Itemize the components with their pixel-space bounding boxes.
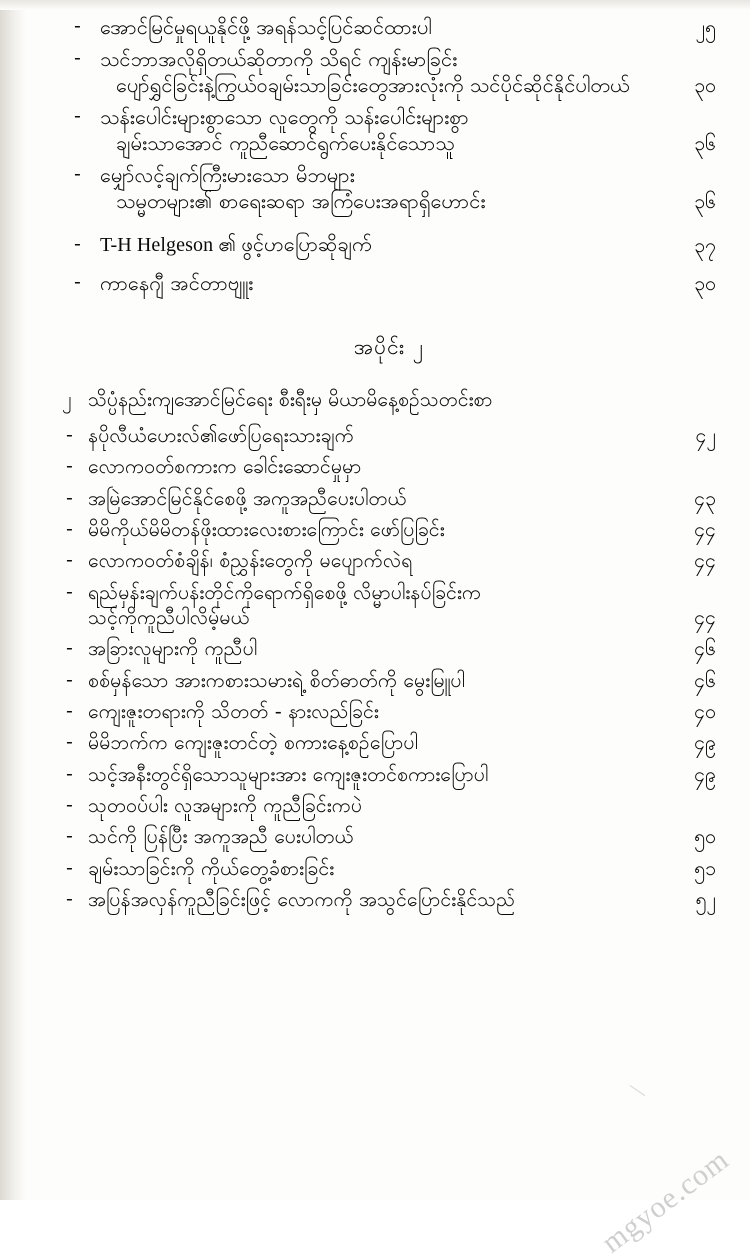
bullet-dash: - (66, 518, 73, 541)
toc-entry-label: ချမ်းသာခြင်းကို ကိုယ်တွေ့ခံစားခြင်း (88, 856, 335, 880)
toc-entry[interactable] (62, 454, 716, 479)
toc-entry-line2: သင့်ကိုကူညီပါလိမ့်မယ် (88, 606, 250, 630)
chapter-entry[interactable] (62, 387, 716, 416)
toc-entry-label: အခြားလူများကို ကူညီပါ (88, 637, 258, 661)
toc-entry-label (100, 46, 670, 98)
bullet-dash: - (66, 668, 73, 691)
toc-group-upper (62, 14, 716, 296)
bullet-dash: - (66, 762, 73, 785)
toc-entry-label: သင်ကို ပြန်ပြီး အကူအညီ ပေးပါတယ် (88, 825, 354, 849)
toc-entry-line1: သင်ဘာအလိုရှိတယ်ဆိုတာကို သိရင် ကျန်းမာခြင်း (100, 47, 458, 71)
toc-page-number: ၅၂ (695, 888, 716, 912)
toc-page-number: ၄၃ (694, 486, 716, 510)
section-heading: အပိုင်း ၂ (353, 335, 425, 359)
toc-entry-line2: ချမ်းသာအောင် ကူညီဆောင်ရွက်ပေးနိုင်သောသူ (116, 131, 455, 155)
bullet-dash: - (66, 486, 73, 509)
toc-entry[interactable] (62, 699, 716, 724)
toc-entry[interactable] (62, 548, 716, 573)
bullet-dash: - (66, 424, 73, 446)
watermark-text: mgyoe.com (595, 1142, 736, 1260)
toc-entry-line1: သန်းပေါင်းများစွာသော လူတွေကို သန်းပေါင်းများစွာ (100, 105, 469, 129)
bullet-dash: - (66, 637, 73, 660)
bullet-dash: - (66, 580, 73, 603)
toc-page-number: ၅၀ (694, 825, 716, 849)
toc-entry[interactable] (62, 14, 716, 40)
toc-page-number: ၃၆ (694, 131, 716, 155)
toc-entry[interactable] (62, 270, 716, 296)
toc-page-number: ၅၁ (694, 856, 716, 880)
toc-entry[interactable] (62, 636, 716, 661)
toc-page-number: ၄၆ (694, 668, 716, 692)
toc-page-number: ၃၆ (694, 189, 716, 213)
toc-entry-label (100, 162, 670, 214)
toc-entry[interactable] (62, 856, 716, 881)
bullet-dash: - (74, 15, 81, 37)
toc-entry-line1: ရည်မှန်းချက်ပန်းတိုင်ကိုရောက်ရှိစေဖို့ လိမ္မာပါးနပ်ခြင်းက (88, 580, 482, 604)
toc-entry-line2: ပျော်ရွှင်ခြင်းနဲ့ကြွယ်ဝချမ်းသာခြင်းတွေအားလုံးကို သင်ပိုင်ဆိုင်နိုင်ပါတယ် (116, 73, 630, 97)
toc-page-number: ၂၅ (695, 15, 716, 39)
bullet-dash: - (74, 105, 81, 127)
bullet-dash: - (74, 271, 81, 293)
toc-page-number: ၄၄ (694, 549, 716, 573)
toc-entry-label: မိမိဘက်က ကျေးဇူးတင်တဲ့ စကားနေ့စဉ်ပြောပါ (88, 731, 418, 755)
toc-entry[interactable] (62, 517, 716, 542)
toc-page-number: ၄၉ (694, 762, 716, 786)
toc-entry[interactable] (62, 580, 716, 631)
toc-entry[interactable] (62, 46, 716, 98)
chapter-title: သိပ္ပံနည်းကျအောင်မြင်ရေး စီးရီးမှ မိယာမိနေ့စဉ်သတင်းစာ (88, 388, 493, 411)
bullet-dash: - (66, 731, 73, 754)
bullet-dash: - (74, 233, 81, 255)
toc-page-number: ၃၀ (694, 271, 716, 295)
bullet-dash: - (66, 794, 73, 817)
toc-entry[interactable] (62, 824, 716, 849)
toc-page-number: ၄၀ (694, 700, 716, 724)
toc-entry[interactable] (62, 104, 716, 156)
watermark-secondary: \ (625, 1076, 650, 1105)
toc-entry-label (88, 580, 670, 631)
bullet-dash: - (66, 455, 73, 478)
toc-page-number: ၄၆ (694, 637, 716, 661)
toc-entry-label: နပိုလီယံဟေးလ်၏ဖော်ပြရေးသားချက် (88, 424, 354, 447)
toc-page-number: ၄၄ (694, 518, 716, 542)
toc-entry-label: T-H Helgeson ၏ ဖွင့်ဟပြောဆိုချက် (100, 234, 372, 256)
toc-page-number: ၃၇ (694, 233, 716, 257)
toc-entry[interactable] (62, 887, 716, 912)
toc-entry-label: အမြဲအောင်မြင်နိုင်စေဖို့ အကူအညီပေးပါတယ် (88, 486, 407, 510)
toc-entry-label: လောကဝတ်စကားက ခေါင်းဆောင်မှုမှာ (88, 455, 362, 479)
toc-entry-label: ကာနေဂျီ အင်တာဗျူး (100, 271, 254, 295)
toc-page-number: ၃၀ (694, 73, 716, 97)
toc-group-lower (62, 423, 716, 913)
toc-entry-label: အပြန်အလှန်ကူညီခြင်းဖြင့် လောကကို အသွင်ပြောင်းနိုင်သည် (88, 888, 516, 912)
toc-entry[interactable] (62, 793, 716, 818)
bullet-dash: - (66, 888, 73, 911)
toc-entry-line1: မျှော်လင့်ချက်ကြီးမားသော မိဘများ (100, 163, 355, 187)
toc-entry[interactable] (62, 423, 716, 448)
toc-entry-line2: သမ္မတများ၏ စာရေးဆရာ အကြံပေးအရာရှိဟောင်း (116, 189, 486, 213)
bullet-dash: - (74, 47, 81, 69)
toc-entry[interactable] (62, 730, 716, 755)
bullet-dash: - (66, 700, 73, 723)
toc-entry-label: သုတဝပ်ပါး လူအများကို ကူညီခြင်းကပဲ (88, 794, 363, 818)
toc-entry[interactable] (62, 762, 716, 787)
toc-entry-label: သင့်အနီးတွင်ရှိသောသူများအား ကျေးဇူးတင်စကားပြောပါ (88, 762, 489, 786)
bullet-dash: - (66, 856, 73, 879)
toc-entry-label: အောင်မြင်မှုရယူနိုင်ဖို့ အရန်သင့်ပြင်ဆင်ထားပါ (100, 15, 432, 39)
bullet-dash: - (66, 825, 73, 848)
bullet-dash: - (74, 163, 81, 185)
toc-entry[interactable] (62, 162, 716, 214)
toc-entry-label: ကျေးဇူးတရားကို သိတတ် - နားလည်ခြင်း (88, 700, 379, 724)
toc-entry-label: လောကဝတ်စံချိန်၊ စံညွှန်းတွေကို မပျောက်လဲရ (88, 549, 413, 573)
toc-entry[interactable] (62, 232, 716, 258)
chapter-number: ၂ (62, 388, 72, 410)
toc-entry[interactable] (62, 486, 716, 511)
toc-page-number: ၄၉ (694, 731, 716, 755)
toc-entry[interactable] (62, 668, 716, 693)
toc-entry-label: စစ်မှန်သော အားကစားသမားရဲ့ စိတ်ဓာတ်ကို မွေးမြူပါ (88, 668, 465, 692)
toc-entry-label: မိမိကိုယ်မိမိတန်ဖိုးထားလေးစားကြောင်း ဖော်ပြခြင်း (88, 518, 445, 542)
toc-page-number: ၄၄ (694, 606, 716, 630)
toc-entry-label (100, 104, 670, 156)
bullet-dash: - (66, 549, 73, 572)
toc-page-number: ၄၂ (695, 424, 716, 447)
